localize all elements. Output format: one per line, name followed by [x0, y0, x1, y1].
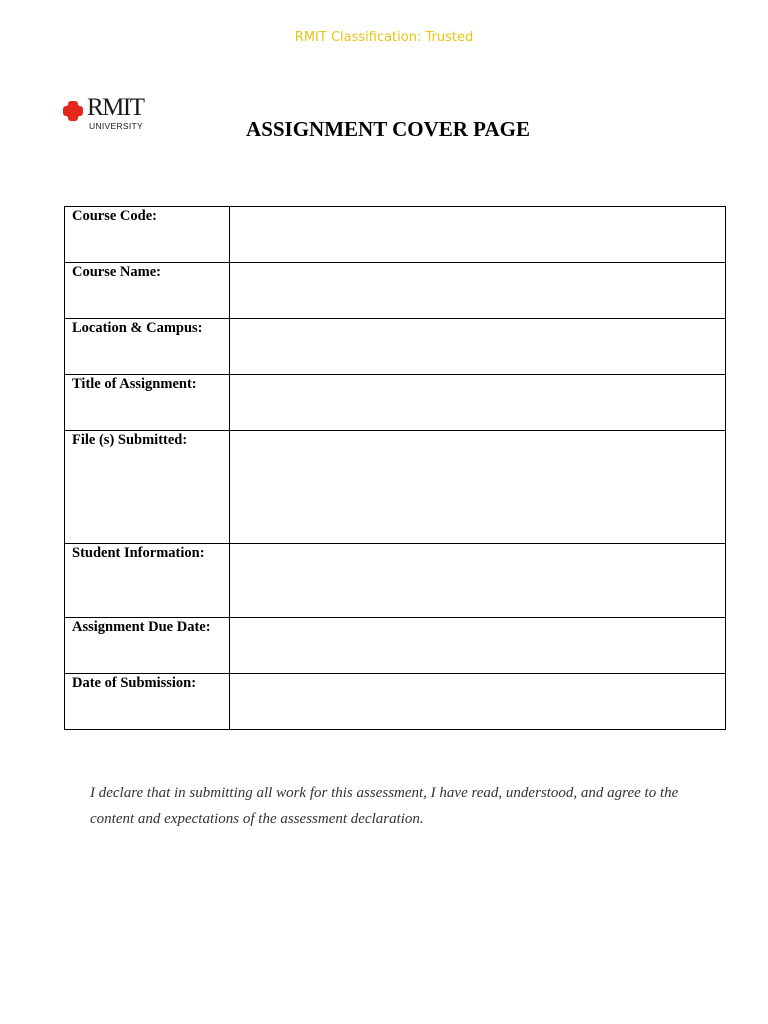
table-row	[65, 431, 726, 544]
due-date-field[interactable]	[229, 618, 725, 674]
table-row	[65, 544, 726, 618]
field-label: Student Information:	[65, 544, 230, 618]
page-title: ASSIGNMENT COVER PAGE	[246, 117, 530, 141]
cover-details-table	[64, 206, 726, 730]
field-label: Date of Submission:	[65, 674, 230, 730]
submission-date-field[interactable]	[229, 674, 725, 730]
field-label: Course Name:	[65, 263, 230, 319]
table-row	[65, 319, 726, 375]
table-row	[65, 674, 726, 730]
declaration-statement: I declare that in submitting all work for this assessment, I have read, understood, and agree to the content and expectations of the assessment declaration.	[90, 785, 679, 827]
course-code-field[interactable]	[229, 207, 725, 263]
table-row	[65, 263, 726, 319]
field-label: Course Code:	[65, 207, 230, 263]
files-submitted-field[interactable]	[229, 431, 725, 544]
logo-subtitle: UNIVERSITY	[89, 121, 144, 131]
table-row	[65, 618, 726, 674]
field-label: Title of Assignment:	[65, 375, 230, 431]
field-label: File (s) Submitted:	[65, 431, 230, 544]
table-row	[65, 207, 726, 263]
course-name-field[interactable]	[229, 263, 725, 319]
field-label: Assignment Due Date:	[65, 618, 230, 674]
assignment-title-field[interactable]	[229, 375, 725, 431]
table-row	[65, 375, 726, 431]
student-information-field[interactable]	[229, 544, 725, 618]
logo-wordmark: RMIT	[87, 94, 144, 121]
classification-header: RMIT Classification: Trusted	[294, 30, 474, 45]
field-label: Location & Campus:	[65, 319, 230, 375]
location-campus-field[interactable]	[229, 319, 725, 375]
